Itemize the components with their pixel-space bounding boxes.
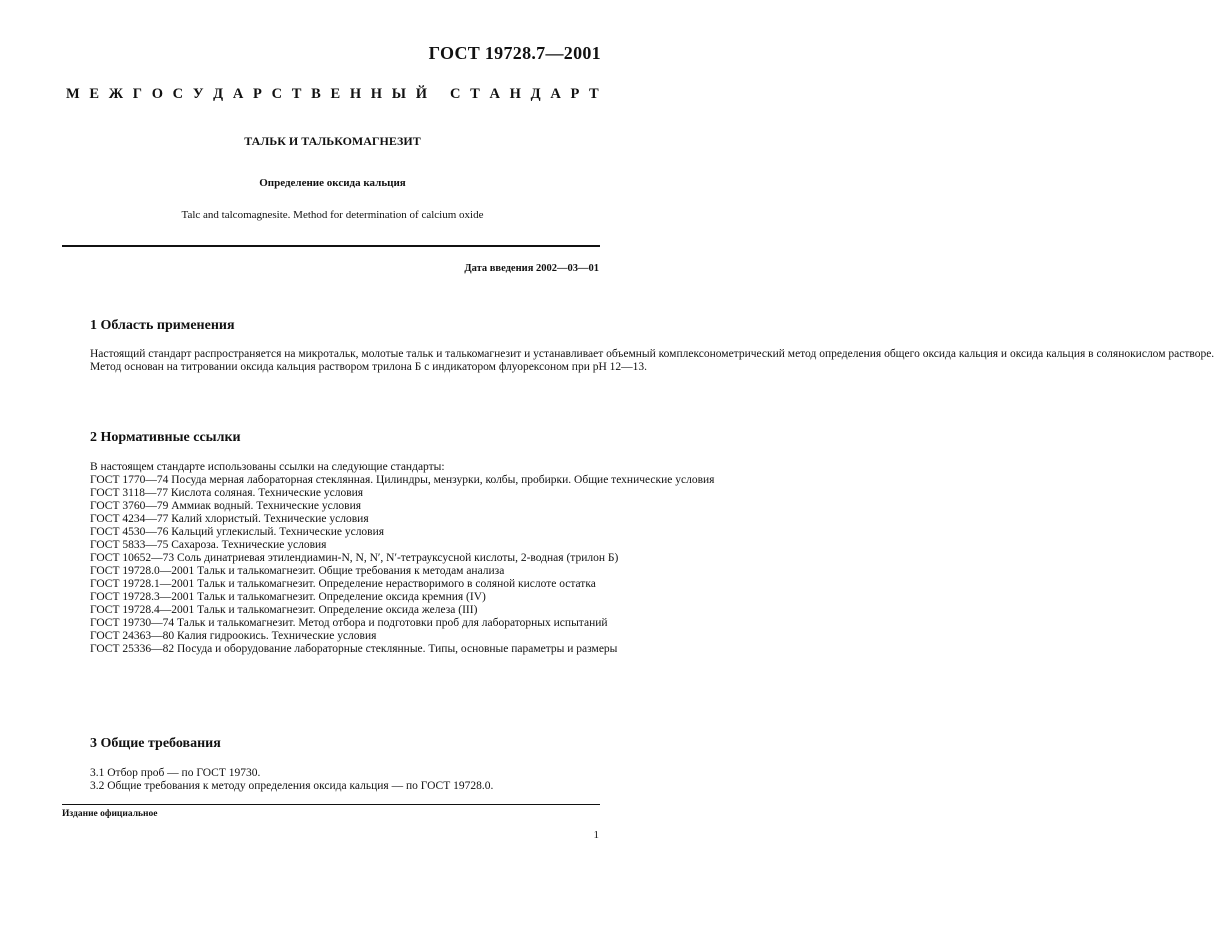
paragraph: ГОСТ 4530—76 Кальций углекислый. Технические условия [90,526,385,538]
banner-letter [437,86,441,103]
header-divider [62,245,600,247]
interstate-standard-banner [66,86,599,103]
paragraph: ГОСТ 25336—82 Посуда и оборудование лабораторные стеклянные. Типы, основные параметры и размеры [90,643,618,655]
section-heading-scope: 1 Область применения [90,318,235,333]
section-body-references [62,461,715,656]
paragraph: ГОСТ 19728.3—2001 Тальк и талькомагнезит. Определение оксида кремния (IV) [90,591,486,603]
introduction-date: Дата введения 2002—03—01 [464,263,599,274]
banner-letter: Д [530,86,541,102]
paragraph: ГОСТ 3760—79 Аммиак водный. Технические условия [90,500,362,512]
banner-letter: А [489,86,500,102]
page-number: 1 [593,829,599,841]
section-body-scope [62,348,1214,374]
section-body-general-requirements [62,767,600,793]
paragraph: В настоящем стандарте использованы ссылки на следующие стандарты: [90,461,445,473]
footer-divider [62,804,600,805]
paragraph: ГОСТ 5833—75 Сахароза. Технические условия [90,539,327,551]
paragraph: ГОСТ 19728.4—2001 Тальк и талькомагнезит. Определение оксида железа (III) [90,604,478,616]
section-heading-references: 2 Нормативные ссылки [90,430,241,445]
banner-letter: Е [89,86,100,102]
paragraph: ГОСТ 19728.1—2001 Тальк и талькомагнезит. Определение нерастворимого в соляной кислоте остатка [90,578,596,590]
edition-label: Издание официальное [62,809,158,819]
banner-letter: О [151,86,163,102]
document-code: ГОСТ 19728.7—2001 [428,43,601,63]
banner-letter: Д [213,86,224,102]
banner-letter: Т [291,86,302,102]
document-title: ТАЛЬК И ТАЛЬКОМАГНЕЗИТ [244,134,421,148]
paragraph: Метод основан на титровании оксида кальция раствором трилона Б с индикатором флуорексоном при pH 12—13. [90,361,648,373]
banner-letter: М [66,86,80,102]
banner-letter: Н [509,86,521,102]
banner-letter: Й [415,86,427,102]
paragraph: ГОСТ 19728.0—2001 Тальк и талькомагнезит. Общие требования к методам анализа [90,565,505,577]
section-heading-general-requirements: 3 Общие требования [90,736,221,751]
paragraph: ГОСТ 24363—80 Калия гидроокись. Технические условия [90,630,377,642]
banner-letter: Н [370,86,383,102]
paragraph: Настоящий стандарт распространяется на микротальк, молотые тальк и талькомагнезит и устанавливает объемный комплексонометрический метод определения общего оксида кальция и оксида кальция в солянокислом растворе. [90,348,1214,360]
paragraph: ГОСТ 19730—74 Тальк и талькомагнезит. Метод отбора и подготовки проб для лабораторных испытаний [90,617,608,629]
banner-letter: А [550,86,561,102]
banner-letter: С [449,86,461,102]
banner-letter: Е [330,86,341,102]
banner-letter: Г [132,86,142,102]
banner-letter: Т [589,86,599,102]
banner-letter: А [232,86,244,102]
banner-letter: С [271,86,283,102]
paragraph: 3.2 Общие требования к методу определения оксида кальция — по ГОСТ 19728.0. [90,780,494,792]
banner-letter: Р [570,86,580,102]
banner-letter: Ж [108,86,124,102]
paragraph: ГОСТ 3118—77 Кислота соляная. Технические условия [90,487,364,499]
document-subtitle: Определение оксида кальция [259,177,406,189]
paragraph: 3.1 Отбор проб — по ГОСТ 19730. [90,767,261,779]
english-title: Talc and talcomagnesite. Method for determination of calcium oxide [181,209,484,221]
banner-letter: У [192,86,204,102]
banner-letter: Т [470,86,480,102]
paragraph: ГОСТ 10652—73 Соль динатриевая этилендиамин-N, N, N′, N′-тетрауксусной кислоты, 2-водная (трилон Б) [90,552,619,564]
banner-letter: Ы [391,86,406,102]
paragraph: ГОСТ 4234—77 Калий хлористый. Технические условия [90,513,369,525]
banner-letter: С [172,86,184,102]
paragraph: ГОСТ 1770—74 Посуда мерная лабораторная стеклянная. Цилиндры, мензурки, колбы, пробирки. Общие технические условия [90,474,715,486]
banner-letter: Н [349,86,362,102]
banner-letter: Р [253,86,262,102]
banner-letter: В [311,86,321,102]
